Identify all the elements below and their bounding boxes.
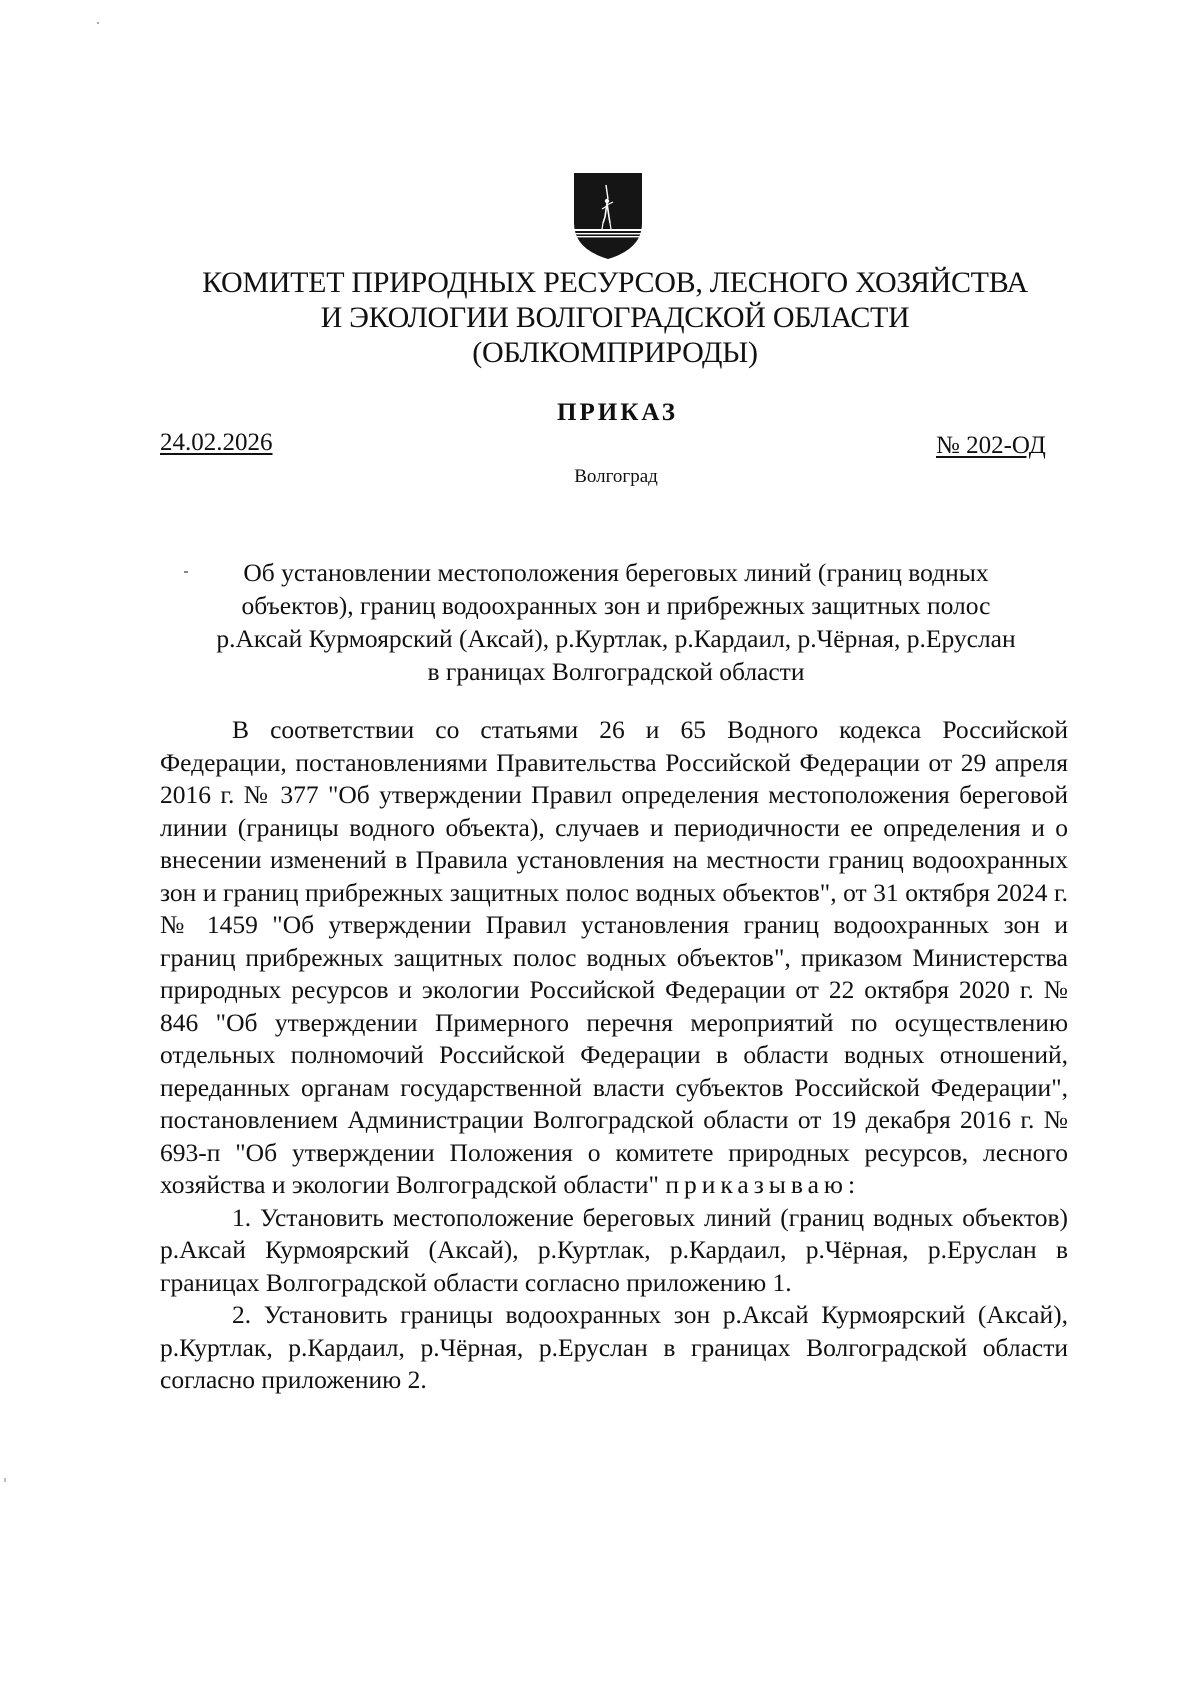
scan-speck: [97, 22, 99, 24]
order-date: 24.02.2026: [160, 429, 273, 456]
order-number: № 202-ОД: [936, 432, 1046, 459]
preamble-text: В соответствии со статьями 26 и 65 Водного кодекса Российской Федерации, постановлениями Правительства Российской Федерации от 29 апреля 2016 г. № 377 "Об утверждении Правил определения местоположения береговой линии (границы водного объекта), случаев и периодичности ее определения и о внесении изменений в Правила установления на местности границ водоохранных зон и границ прибрежных защитных полос водных объектов", от 31 октября 2024 г. № 1459 "Об утверждении Правил установления границ водоохранных зон и границ прибрежных защитных полос водных объектов", приказом Министерства природных ресурсов и экологии Российской Федерации от 22 октября 2020 г. № 846 "Об утверждении Примерного перечня мероприятий по осуществлению отдельных полномочий Российской Федерации в области водных отношений, переданных органам государственной власти субъектов Российской Федерации", постановлением Администрации Волгоградской области от 19 декабря 2016 г. № 693-п "Об утверждении Положения о комитете природных ресурсов, лесного хозяйства и экологии Волгоградской области": [160, 715, 1068, 1199]
preamble-paragraph: [160, 714, 1068, 1202]
subject-line: р.Аксай Курмоярский (Аксай), р.Куртлак, р.Кардаил, р.Чёрная, р.Еруслан: [216, 624, 1016, 653]
subject-line: объектов), границ водоохранных зон и прибрежных защитных полос: [241, 591, 991, 620]
decree-word: приказываю:: [665, 1170, 861, 1199]
order-item-1: 1. Установить местоположение береговых линий (границ водных объектов) р.Аксай Курмоярский (Аксай), р.Куртлак, р.Кардаил, р.Чёрная, р.Еруслан в границах Волгоградской области согласно приложению 1.: [160, 1202, 1068, 1297]
scan-speck: [4, 1478, 6, 1482]
order-city: Волгоград: [574, 466, 658, 487]
volgograd-coat-of-arms-icon: [572, 171, 644, 261]
order-item-2: 2. Установить границы водоохранных зон р.Аксай Курмоярский (Аксай), р.Куртлак, р.Кардаил, р.Чёрная, р.Еруслан в границах Волгоградской области согласно приложению 2.: [160, 1300, 1068, 1394]
subject-line: в границах Волгоградской области: [427, 657, 805, 686]
org-line: (ОБЛКОМПРИРОДЫ): [472, 336, 758, 369]
org-line: КОМИТЕТ ПРИРОДНЫХ РЕСУРСОВ, ЛЕСНОГО ХОЗЯЙСТВА: [202, 266, 1028, 299]
org-line: И ЭКОЛОГИИ ВОЛГОГРАДСКОЙ ОБЛАСТИ: [320, 301, 910, 334]
subject-line: Об установлении местоположения береговых линий (границ водных: [243, 558, 989, 587]
order-body: [160, 714, 1068, 1397]
order-subject: [0, 556, 1200, 688]
document-type: ПРИКАЗ: [557, 399, 678, 426]
organization-name: [0, 265, 1200, 370]
